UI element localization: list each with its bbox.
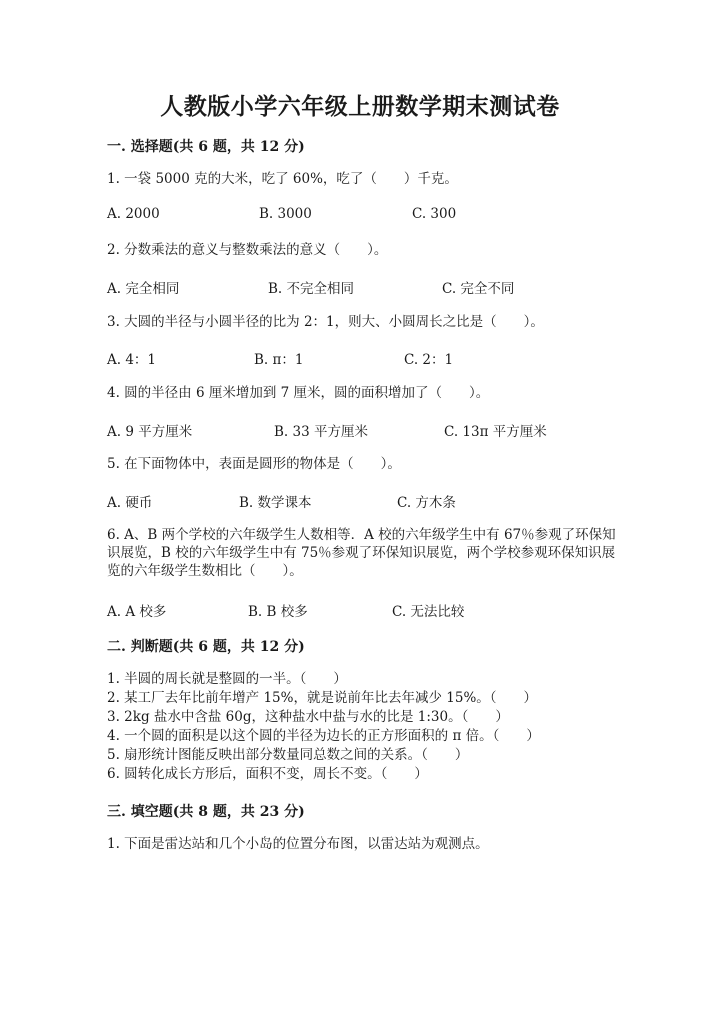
option-a: A. 4：1 bbox=[107, 352, 157, 368]
question-text: 5. 在下面物体中，表面是圆形的物体是（ ）。 bbox=[107, 456, 401, 472]
judgement-item: 4. 一个圆的面积是以这个圆的半径为边长的正方形面积的 π 倍。（ ） bbox=[107, 728, 540, 744]
section-heading-judgement: 二. 判断题(共 6 题，共 12 分) bbox=[107, 639, 305, 655]
option-c: C. 完全不同 bbox=[442, 281, 515, 297]
option-b: B. 不完全相同 bbox=[268, 281, 355, 297]
judgement-item: 2. 某工厂去年比前年增产 15%，就是说前年比去年减少 15%。（ ） bbox=[107, 690, 538, 706]
option-b: B. 3000 bbox=[259, 206, 312, 222]
judgement-item: 5. 扇形统计图能反映出部分数量同总数之间的关系。（ ） bbox=[107, 747, 469, 763]
option-b: B. 数学课本 bbox=[239, 495, 312, 511]
option-a: A. A 校多 bbox=[107, 604, 167, 620]
question-text: 1. 一袋 5000 克的大米，吃了 60%，吃了（ ）千克。 bbox=[107, 171, 458, 187]
question-text: 2. 分数乘法的意义与整数乘法的意义（ ）。 bbox=[107, 242, 388, 258]
judgement-item: 1. 半圆的周长就是整圆的一半。（ ） bbox=[107, 671, 347, 687]
option-a: A. 硬币 bbox=[107, 495, 153, 511]
option-c: C. 13π 平方厘米 bbox=[444, 424, 547, 440]
section-heading-fill-blank: 三. 填空题(共 8 题，共 23 分) bbox=[107, 804, 305, 820]
judgement-item: 6. 圆转化成长方形后，面积不变，周长不变。（ ） bbox=[107, 766, 428, 782]
question-text: 6. A、B 两个学校的六年级学生人数相等．A 校的六年级学生中有 67％参观了环保知识展览，B 校的六年级学生中有 75％参观了环保知识展览，两个学校参观环保知识展览的六年级学生数相比（ ）。 bbox=[107, 527, 616, 579]
option-c: C. 方木条 bbox=[397, 495, 456, 511]
option-a: A. 9 平方厘米 bbox=[107, 424, 193, 440]
judgement-item: 3. 2kg 盐水中含盐 60g，这种盐水中盐与水的比是 1:30。（ ） bbox=[107, 709, 509, 725]
question-text: 4. 圆的半径由 6 厘米增加到 7 厘米，圆的面积增加了（ ）。 bbox=[107, 385, 490, 401]
option-b: B. 33 平方厘米 bbox=[274, 424, 368, 440]
option-a: A. 完全相同 bbox=[107, 281, 180, 297]
option-c: C. 300 bbox=[412, 206, 457, 222]
option-a: A. 2000 bbox=[107, 206, 160, 222]
option-c: C. 2：1 bbox=[404, 352, 454, 368]
fill-blank-item: 1. 下面是雷达站和几个小岛的位置分布图，以雷达站为观测点。 bbox=[107, 836, 489, 852]
option-c: C. 无法比较 bbox=[392, 604, 465, 620]
question-text: 3. 大圆的半径与小圆半径的比为 2：1，则大、小圆周长之比是（ ）。 bbox=[107, 314, 544, 330]
page-title: 人教版小学六年级上册数学期末测试卷 bbox=[160, 93, 560, 120]
section-heading-choice: 一. 选择题(共 6 题，共 12 分) bbox=[107, 139, 305, 155]
option-b: B. B 校多 bbox=[248, 604, 308, 620]
option-b: B. π：1 bbox=[254, 352, 304, 368]
